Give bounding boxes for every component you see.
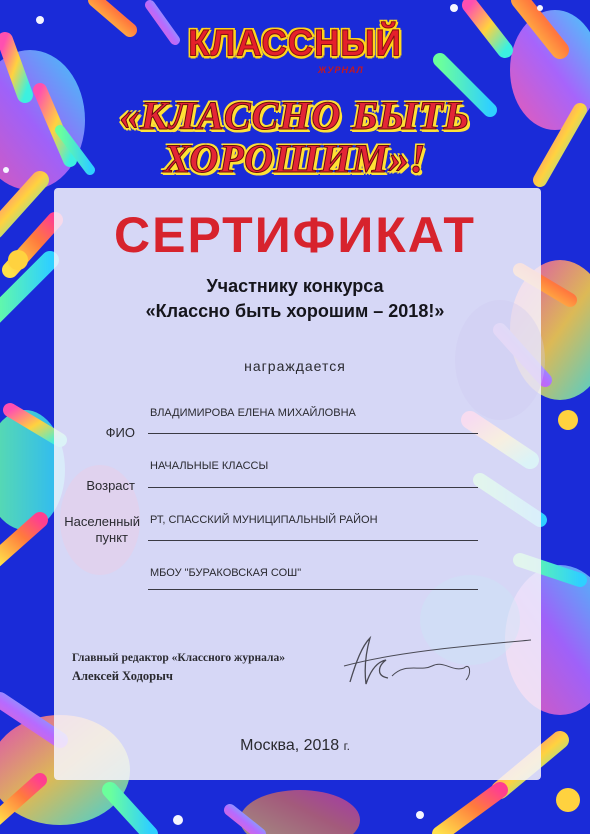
name-value: ВЛАДИМИРОВА ЕЛЕНА МИХАЙЛОВНА <box>150 407 356 419</box>
certificate-subtitle-line1: Участнику конкурса <box>206 276 384 296</box>
certificate-subtitle-line2: «Классно быть хорошим – 2018!» <box>145 301 445 321</box>
locality-label-line1: Населенный <box>64 514 140 529</box>
awarded-label: награждается <box>244 358 346 374</box>
school-value: МБОУ "БУРАКОВСКАЯ СОШ" <box>150 567 302 579</box>
name-line <box>148 433 478 434</box>
locality-value: РТ, СПАССКИЙ МУНИЦИПАЛЬНЫЙ РАЙОН <box>150 514 378 526</box>
logo-subtitle: ЖУРНАЛ <box>318 65 364 75</box>
logo-brand-text: КЛАССНЫЙ <box>188 23 402 64</box>
editor-title: Главный редактор «Классного журнала» <box>72 652 285 664</box>
contest-headline-line1: «КЛАССНО БЫТЬ <box>119 93 471 138</box>
locality-line <box>148 540 478 541</box>
locality-label-line2: пункт <box>95 530 128 545</box>
magazine-logo <box>168 18 422 84</box>
age-line <box>148 487 478 488</box>
school-line <box>148 589 478 590</box>
issue-place-date <box>0 737 590 755</box>
city-year: Москва, 2018 <box>240 737 340 754</box>
contest-headline-line2: ХОРОШИМ»! <box>163 136 427 181</box>
age-label: Возраст <box>86 478 135 493</box>
age-value: НАЧАЛЬНЫЕ КЛАССЫ <box>150 460 269 472</box>
editor-name: Алексей Ходорыч <box>72 669 173 683</box>
editor-signature <box>336 632 536 692</box>
name-label: ФИО <box>105 425 135 440</box>
year-suffix: г. <box>343 739 350 753</box>
certificate-title: СЕРТИФИКАТ <box>114 207 476 263</box>
